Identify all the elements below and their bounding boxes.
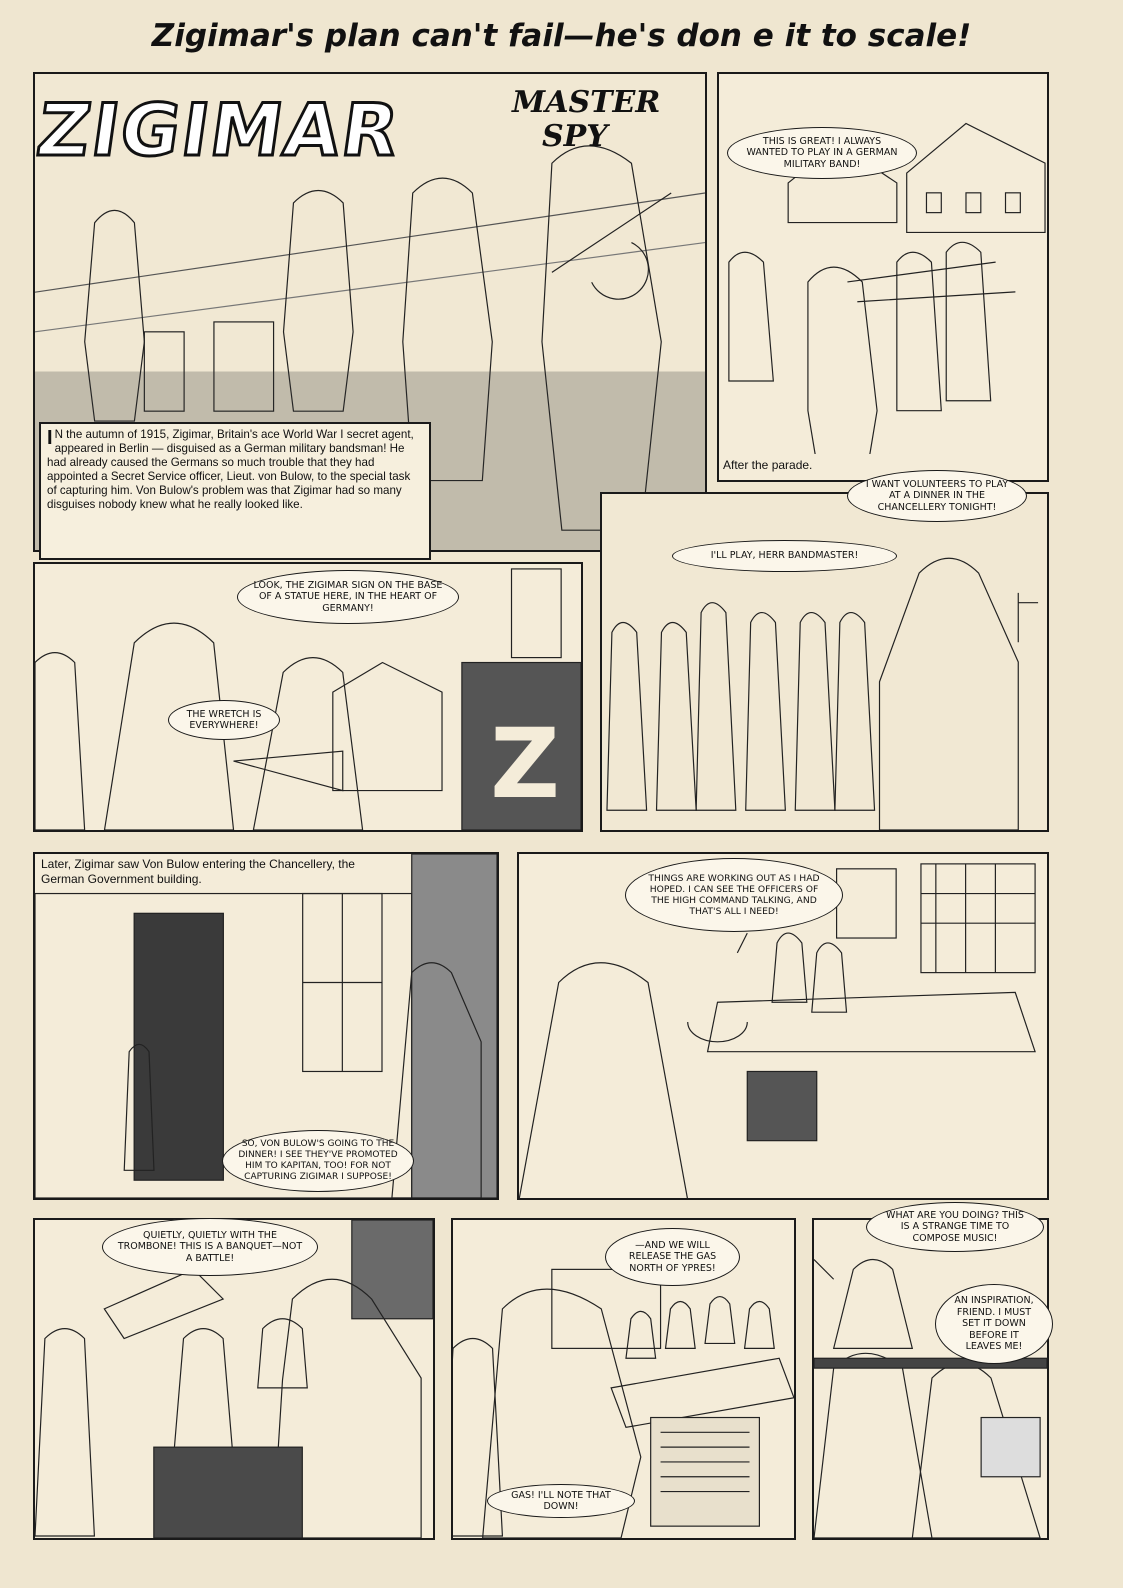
panel-4-balloon-zigimar: I'LL PLAY, HERR BANDMASTER! <box>672 540 897 572</box>
intro-text: N the autumn of 1915, Zigimar, Britain's ace World War I secret agent, appeared in Berlin — disguised as a German military bandsman! He had already caused the Germans so much trouble that they had appointed a Secret Service officer, Lieut. von Bulow, to the special task of capturing him. Von Bulow's problem was that Zigimar had so many disguises nobody knew what he really looked like. <box>47 428 414 511</box>
panel-4-balloon-bandmaster: I WANT VOLUNTEERS TO PLAY AT A DINNER IN THE CHANCELLERY TONIGHT! <box>847 470 1027 522</box>
panel-3-z-sign: Z <box>490 708 560 820</box>
title-subtitle <box>512 86 660 154</box>
page-header: Zigimar's plan can't fail—he's don e it to scale! <box>151 18 972 54</box>
subtitle-line-1: MASTER <box>512 85 661 120</box>
panel-9-artwork <box>814 1220 1047 1538</box>
panel-9-balloon-inspiration: AN INSPIRATION, FRIEND. I MUST SET IT DOWN BEFORE IT LEAVES ME! <box>935 1284 1053 1364</box>
intro-drop-cap: I <box>47 427 53 449</box>
intro-caption <box>39 422 431 560</box>
panel-3-balloon-statue: LOOK, THE ZIGIMAR SIGN ON THE BASE OF A STATUE HERE, IN THE HEART OF GERMANY! <box>237 570 459 624</box>
panel-9 <box>812 1218 1049 1540</box>
panel-8-balloon-gas-plan: —AND WE WILL RELEASE THE GAS NORTH OF YPRES! <box>605 1228 740 1286</box>
panel-3-balloon-wretch: THE WRETCH IS EVERYWHERE! <box>168 700 280 740</box>
panel-6-balloon: THINGS ARE WORKING OUT AS I HAD HOPED. I CAN SEE THE OFFICERS OF THE HIGH COMMAND TALKING, AND THAT'S ALL I NEED! <box>625 858 843 932</box>
panel-8-balloon-note: GAS! I'LL NOTE THAT DOWN! <box>487 1484 635 1518</box>
panel-2-caption: After the parade. <box>719 454 1049 480</box>
panel-9-balloon-question: WHAT ARE YOU DOING? THIS IS A STRANGE TIME TO COMPOSE MUSIC! <box>866 1202 1044 1252</box>
panel-2-balloon: THIS IS GREAT! I ALWAYS WANTED TO PLAY IN A GERMAN MILITARY BAND! <box>727 127 917 179</box>
subtitle-line-2: SPY <box>542 119 608 154</box>
title-logo <box>32 88 498 172</box>
panel-7-balloon: QUIETLY, QUIETLY WITH THE TROMBONE! THIS IS A BANQUET—NOT A BATTLE! <box>102 1218 318 1276</box>
title-main: ZIGIMAR <box>32 88 406 172</box>
panel-5-balloon: SO, VON BULOW'S GOING TO THE DINNER! I SEE THEY'VE PROMOTED HIM TO KAPITAN, TOO! FOR NOT CAPTURING ZIGIMAR I SUPPOSE! <box>222 1130 414 1192</box>
panel-5-caption: Later, Zigimar saw Von Bulow entering the Chancellery, the German Government building. <box>35 854 375 892</box>
